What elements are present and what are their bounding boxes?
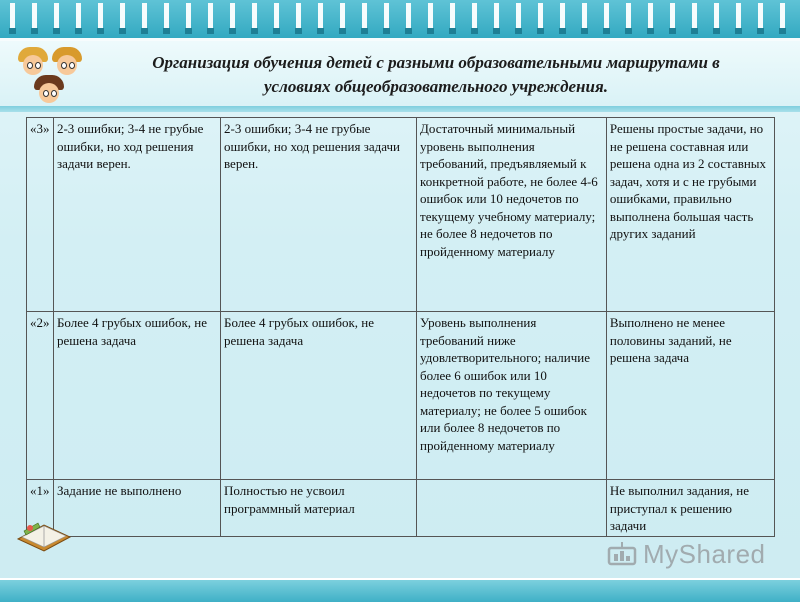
grade-cell: «3» — [27, 118, 54, 312]
table-row — [27, 480, 775, 537]
top-decorative-band — [0, 0, 800, 38]
watermark-text: MyShared — [643, 538, 766, 569]
table-row — [27, 118, 775, 312]
table-cell: Задание не выполнено — [53, 480, 220, 537]
table-cell: Не выполнил задания, не приступал к решению задачи — [606, 480, 774, 537]
grades-table — [26, 117, 775, 537]
table-cell: Выполнено не менее половины заданий, не решена задача — [606, 312, 774, 480]
myshared-logo-icon — [607, 540, 637, 568]
title-line-1: Организация обучения детей с разными образовательными маршрутами в — [152, 53, 720, 72]
myshared-watermark — [607, 539, 766, 569]
table-cell: 2-3 ошибки; 3-4 не грубые ошибки, но ход решения задачи верен. — [220, 118, 416, 312]
table-cell: Полностью не усвоил программный материал — [220, 480, 416, 537]
grade-cell: «1» — [27, 480, 54, 537]
book-icon — [14, 517, 72, 553]
table-cell: Уровень выполнения требований ниже удовлетворительного; наличие более 6 ошибок или 10 недочетов по текущему материалу; не более 5 ошибок или более 8 недочетов по пройденному материалу — [417, 312, 607, 480]
table-cell — [417, 480, 607, 537]
grade-cell: «2» — [27, 312, 54, 480]
bottom-decorative-band — [0, 578, 800, 602]
title-line-2: условиях общеобразовательного учреждения. — [264, 77, 608, 96]
spiral-holes — [0, 28, 800, 34]
table-row — [27, 312, 775, 480]
table-cell: Более 4 грубых ошибок, не решена задача — [220, 312, 416, 480]
page-title — [86, 51, 786, 99]
table-cell: Достаточный минимальный уровень выполнения требований, предъявляемый к конкретной работе, не более 4-6 ошибок или 10 недочетов по текущему учебному материалу; не более 8 недочетов по пройденному материалу — [417, 118, 607, 312]
table-cell: Более 4 грубых ошибок, не решена задача — [53, 312, 220, 480]
header-divider — [0, 106, 800, 112]
table-cell: Решены простые задачи, но не решена составная или решена одна из 2 составных задач, хотя и с не грубыми ошибками, правильно выполнена большая часть других заданий — [606, 118, 774, 312]
table-cell: 2-3 ошибки; 3-4 не грубые ошибки, но ход решения задачи верен. — [53, 118, 220, 312]
